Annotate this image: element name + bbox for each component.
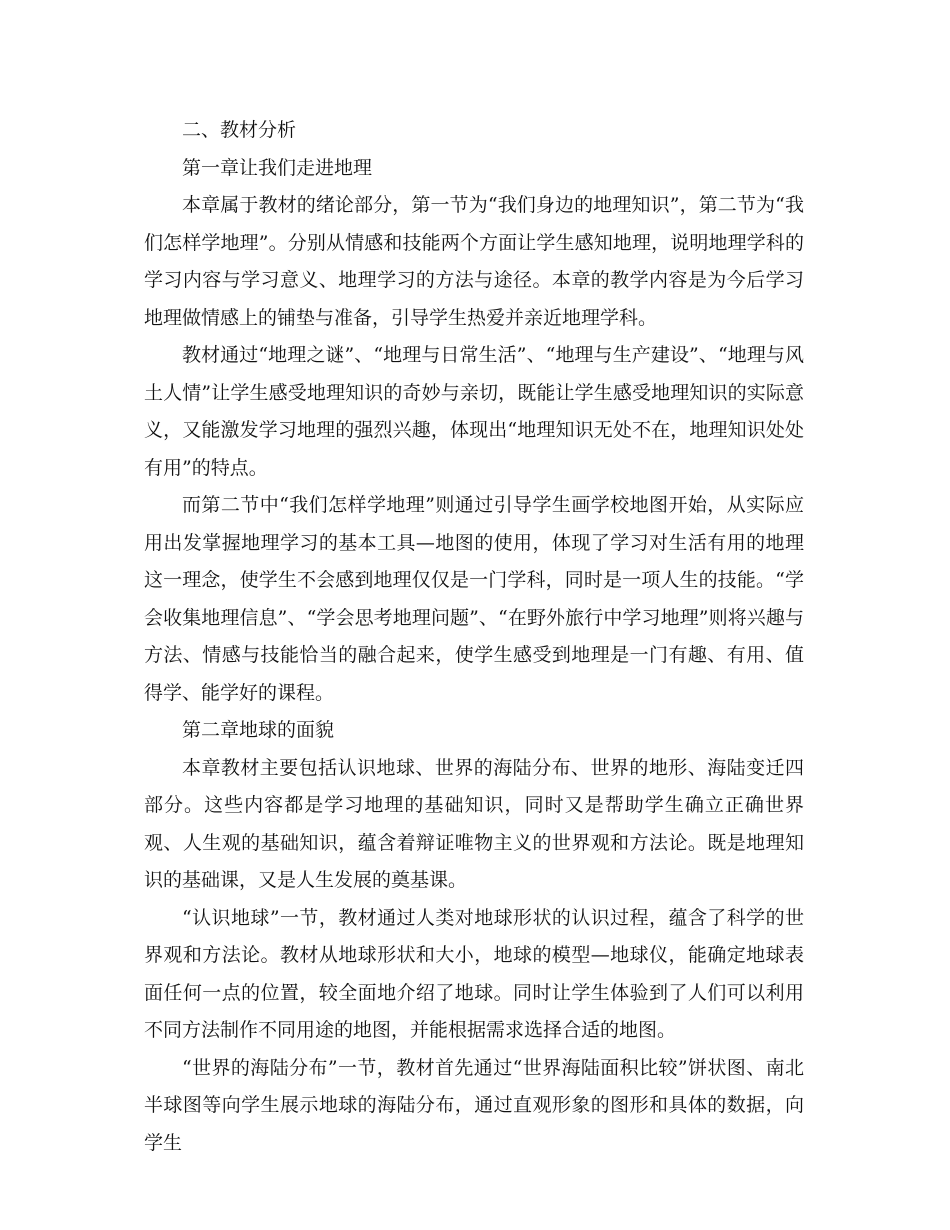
paragraph: “认识地球”一节，教材通过人类对地球形状的认识过程，蕴含了科学的世界观和方法论。教材从地球形状和大小，地球的模型—地球仪，能确定地球表面任何一点的位置，较全面地介绍了地球。同时让学生体验到了人们可以利用不同方法制作不同用途的地图，并能根据需求选择合适的地图。 (144, 906, 804, 1041)
section-heading: 二、教材分析 (182, 119, 297, 141)
paragraph: 而第二节中“我们怎样学地理”则通过引导学生画学校地图开始，从实际应用出发掌握地理学习的基本工具—地图的使用，体现了学习对生活有用的地理这一理念，使学生不会感到地理仅仅是一门学科，同时是一项人生的技能。“学会收集地理信息”、“学会思考地理问题”、“在野外旅行中学习地理”则将兴趣与方法、情感与技能恰当的融合起来，使学生感受到地理是一门有趣、有用、值得学、能学好的课程。 (144, 494, 804, 704)
paragraph: “世界的海陆分布”一节，教材首先通过“世界海陆面积比较”饼状图、南北半球图等向学生展示地球的海陆分布，通过直观形象的图形和具体的数据，向学生 (144, 1056, 804, 1154)
chapter-one-heading: 第一章让我们走进地理 (182, 156, 373, 179)
paragraph: 本章属于教材的绪论部分，第一节为“我们身边的地理知识”，第二节为“我们怎样学地理”。分别从情感和技能两个方面让学生感知地理，说明地理学科的学习内容与学习意义、地理学习的方法与途径。本章的教学内容是为今后学习地理做情感上的铺垫与准备，引导学生热爱并亲近地理学科。 (144, 194, 804, 329)
paragraph: 本章教材主要包括认识地球、世界的海陆分布、世界的地形、海陆变迁四部分。这些内容都是学习地理的基础知识，同时又是帮助学生确立正确世界观、人生观的基础知识，蕴含着辩证唯物主义的世界观和方法论。既是地理知识的基础课，又是人生发展的奠基课。 (144, 756, 804, 891)
document-body (144, 112, 804, 1162)
chapter-two-heading: 第二章地球的面貌 (182, 719, 335, 741)
paragraph: 教材通过“地理之谜”、“地理与日常生活”、“地理与生产建设”、“地理与风土人情”让学生感受地理知识的奇妙与亲切，既能让学生感受地理知识的实际意义，又能激发学习地理的强烈兴趣，体现出“地理知识无处不在，地理知识处处有用”的特点。 (144, 344, 804, 479)
